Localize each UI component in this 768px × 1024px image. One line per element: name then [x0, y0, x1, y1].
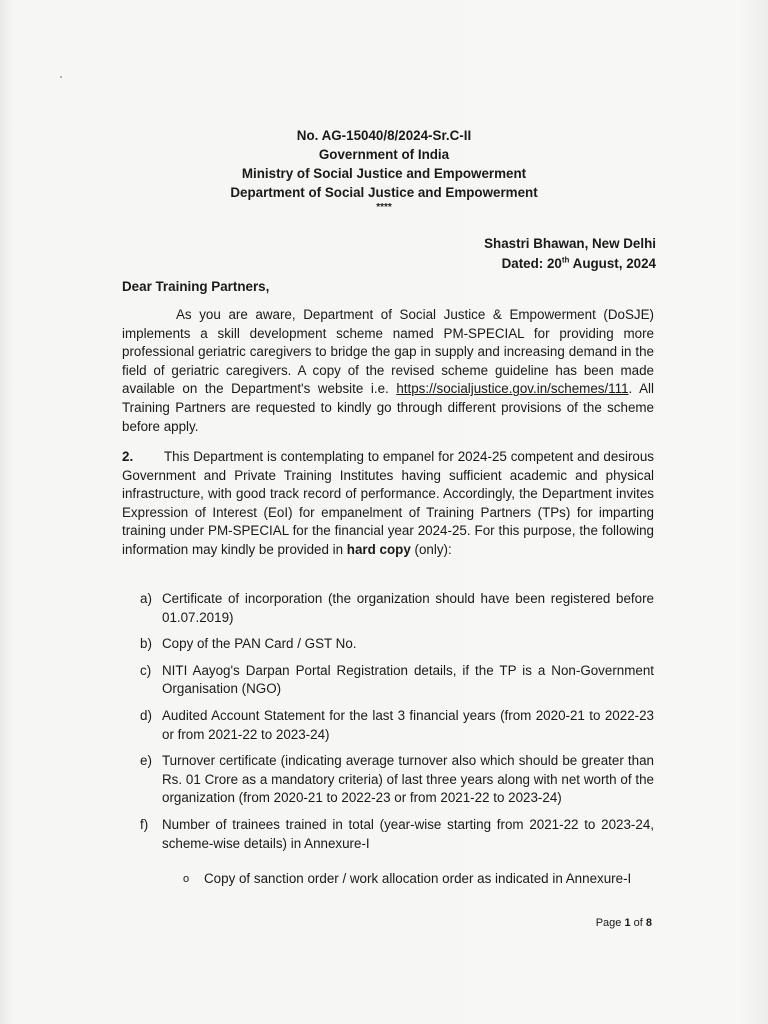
list-item [140, 590, 654, 627]
page-prefix: Page [595, 917, 625, 929]
paragraph-2-tail: (only): [410, 541, 452, 557]
bullet-circle-icon: o [183, 873, 190, 885]
list-marker: f) [140, 816, 149, 832]
list-marker: d) [140, 707, 152, 723]
paragraph-2-number: 2. [122, 449, 134, 464]
list-item-text: Copy of the PAN Card / GST No. [162, 636, 357, 652]
list-item-text: Certificate of incorporation (the organization should have been registered before 01.07.2019) [162, 591, 654, 625]
salutation: Dear Training Partners, [122, 279, 270, 294]
page-number [596, 917, 652, 929]
list-item-text: Number of trainees trained in total (year-wise starting from 2021-22 to 2023-24, scheme-wise details) in Annexure-I [162, 816, 654, 851]
scheme-link[interactable]: https://socialjustice.gov.in/schemes/111 [396, 381, 629, 397]
paragraph-1-tail: . All Training Partners are requested to kindly go through different provisions of the scheme before apply. [122, 381, 654, 434]
date-month-year: August, 2024 [569, 256, 656, 271]
list-marker: e) [140, 753, 152, 769]
list-item-text: NITI Aayog's Darpan Portal Registration details, if the TP is a Non-Government Organisation (NGO) [162, 662, 654, 697]
page-current: 1 [624, 917, 631, 929]
sub-list-item-text: Copy of sanction order / work allocation order as indicated in Annexure-I [204, 871, 632, 886]
department-line: Department of Social Justice and Empowerment [230, 185, 538, 200]
sub-list-item [183, 870, 654, 889]
page-total: 8 [645, 917, 652, 929]
place-and-date [484, 234, 656, 274]
list-item [140, 662, 654, 699]
requirements-list [140, 590, 654, 861]
ministry-line: Ministry of Social Justice and Empowerment [241, 166, 527, 181]
paragraph-1-text: As you are aware, Department of Social Justice & Empowerment (DoSJE) implements a skill development scheme named PM-SPECIAL for providing more professional geriatric caregivers to bridge the gap in supply and increasing demand in the field of geriatric caregivers. A copy of the revised scheme guideline has been made available on the Department's website i.e. [122, 307, 654, 397]
date-prefix: Dated: 20 [501, 256, 562, 271]
date-suffix-sup: th [561, 255, 570, 265]
separator-stars: **** [376, 202, 392, 213]
location: Shastri Bhawan, New Delhi [484, 236, 656, 251]
paragraph-2-text: This Department is contemplating to empanel for 2024-25 competent and desirous Government and Private Training Institutes having sufficient academic and physical infrastructure, with good track record of performance. Accordingly, the Department invites Expression of Interest (EoI) for empanelment of Training Partners (TPs) for imparting training under PM-SPECIAL for the financial year 2024-25. For this purpose, the following information may kindly be provided in [122, 449, 654, 557]
hard-copy-emphasis: hard copy [346, 541, 411, 557]
list-marker: c) [140, 662, 152, 678]
page-of: of [630, 917, 646, 929]
scan-speck [60, 76, 62, 78]
list-item [140, 635, 654, 654]
government-line: Government of India [318, 147, 450, 162]
list-item-text: Turnover certificate (indicating average turnover also which should be greater than Rs. 01 Crore as a mandatory criteria) of last three years along with net worth of the organization (from 2020-21 to 2022-23 or from 2021-22 to 2023-24) [162, 753, 654, 806]
list-item [140, 707, 654, 744]
paragraph-1 [122, 306, 654, 436]
reference-number: No. AG-15040/8/2024-Sr.C-II [296, 128, 472, 143]
letter-header [0, 126, 768, 213]
date-line [484, 254, 656, 274]
list-item [140, 816, 654, 853]
paragraph-2 [122, 448, 654, 560]
list-item [140, 752, 654, 808]
list-marker: b) [140, 636, 152, 652]
list-item-text: Audited Account Statement for the last 3 financial years (from 2020-21 to 2022-23 or from 2021-22 to 2023-24) [162, 707, 654, 742]
list-marker: a) [140, 591, 152, 606]
